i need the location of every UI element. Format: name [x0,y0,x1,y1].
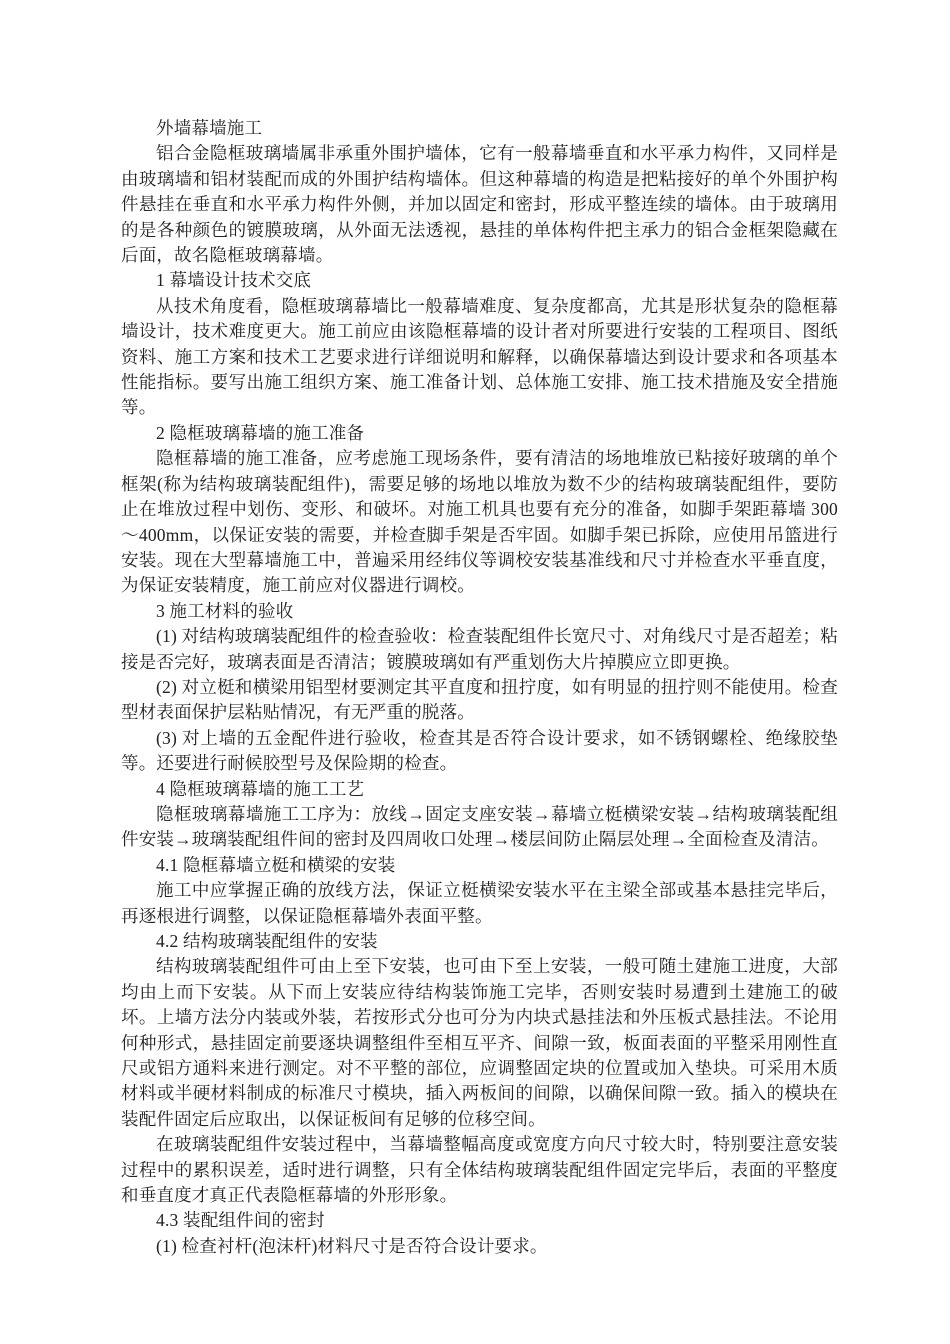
paragraph-body: 隐框幕墙的施工准备，应考虑施工现场条件，要有清洁的场地堆放已粘接好玻璃的单个框架(称为结构玻璃装配组件)，需要足够的场地以堆放为数不少的结构玻璃装配组件，要防止在堆放过程中划伤、变形、和破坏。对施工机具也要有充分的准备，如脚手架距幕墙 300～400mm，以保证安装的需要，并检查脚手架是否牢固。如脚手架已拆除，应使用吊篮进行安装。现在大型幕墙施工中，普遍采用经纬仪等调校安装基准线和尺寸并检查水平垂直度，为保证安装精度，施工前应对仪器进行调校。 [121,448,838,596]
paragraph-heading: 4.2 结构玻璃装配组件的安装 [156,931,378,951]
paragraph-heading: 3 施工材料的验收 [156,600,294,621]
paragraph-body: 结构玻璃装配组件可由上至下安装，也可由下至上安装，一般可随土建施工进度，大部均由上而下安装。从下而上安装应待结构装饰施工完毕，否则安装时易遭到土建施工的破坏。上墙方法分内装或外装，若按形式分也可分为内块式悬挂法和外压板式悬挂法。不论用何种形式，悬挂固定前要逐块调整组件至相互平齐、间隙一致，板面表面的平整采用刚性直尺或铝方通料来进行测定。对不平整的部位，应调整固定块的位置或加入垫块。可采用木质材料或半硬材料制成的标准尺寸模块，插入两板间的间隙，以确保间隙一致。插入的模块在装配件固定后应取出，以保证板间有足够的位移空间。 [121,956,838,1129]
paragraph-body: 隐框玻璃幕墙施工工序为：放线→固定支座安装→幕墙立梃横梁安装→结构玻璃装配组件安装→玻璃装配组件间的密封及四周收口处理→楼层间防止隔层处理→全面检查及清洁。 [121,803,838,850]
paragraph-heading: 4.1 隐框幕墙立梃和横梁的安装 [156,854,396,875]
paragraph-body: (3) 对上墙的五金配件进行验收，检查其是否符合设计要求，如不锈钢螺栓、绝缘胶垫等。还要进行耐候胶型号及保险期的检查。 [121,727,838,774]
paragraph-heading: 4 隐框玻璃幕墙的施工工艺 [156,778,365,799]
paragraph-body: 铝合金隐框玻璃墙属非承重外围护墙体，它有一般幕墙垂直和水平承力构件，又同样是由玻璃墙和铝材装配而成的外围护结构墙体。但这种幕墙的构造是把粘接好的单个外围护构件悬挂在垂直和水平承力构件外侧，并加以固定和密封，形成平整连续的墙体。由于玻璃用的是各种颜色的镀膜玻璃，从外面无法透视，悬挂的单体构件把主承力的铝合金框架隐藏在后面，故名隐框玻璃幕墙。 [121,143,838,266]
paragraph-body: (1) 检查衬杆(泡沫杆)材料尺寸是否符合设计要求。 [156,1235,548,1256]
paragraph-title: 外墙幕墙施工 [156,118,263,138]
paragraph-heading: 2 隐框玻璃幕墙的施工准备 [156,422,365,443]
paragraph-heading: 1 幕墙设计技术交底 [156,270,312,291]
paragraph-body: (1) 对结构玻璃装配组件的检查验收：检查装配组件长宽尺寸、对角线尺寸是否超差；粘接是否完好，玻璃表面是否清洁；镀膜玻璃如有严重划伤大片掉膜应立即更换。 [121,626,838,672]
paragraph-body: 从技术角度看，隐框玻璃幕墙比一般幕墙难度、复杂度都高，尤其是形状复杂的隐框幕墙设计，技术难度更大。施工前应由该隐框幕墙的设计者对所要进行安装的工程项目、图纸资料、施工方案和技术工艺要求进行详细说明和解释，以确保幕墙达到设计要求和各项基本性能指标。要写出施工组织方案、施工准备计划、总体施工安排、施工技术措施及安全措施等。 [121,295,838,418]
paragraph-body: 在玻璃装配组件安装过程中，当幕墙整幅高度或宽度方向尺寸较大时，特别要注意安装过程中的累积误差，适时进行调整，只有全体结构玻璃装配组件固定完毕后，表面的平整度和垂直度才真正代表隐框幕墙的外形形象。 [121,1134,838,1206]
paragraph-body: (2) 对立梃和横梁用铝型材要测定其平直度和扭拧度，如有明显的扭拧则不能使用。检查型材表面保护层粘贴情况，有无严重的脱落。 [121,676,838,723]
document-body [121,116,838,1259]
paragraph-heading: 4.3 装配组件间的密封 [156,1210,325,1231]
paragraph-body: 施工中应掌握正确的放线方法，保证立梃横梁安装水平在主梁全部或基本悬挂完毕后，再逐根进行调整，以保证隐框幕墙外表面平整。 [121,880,838,926]
